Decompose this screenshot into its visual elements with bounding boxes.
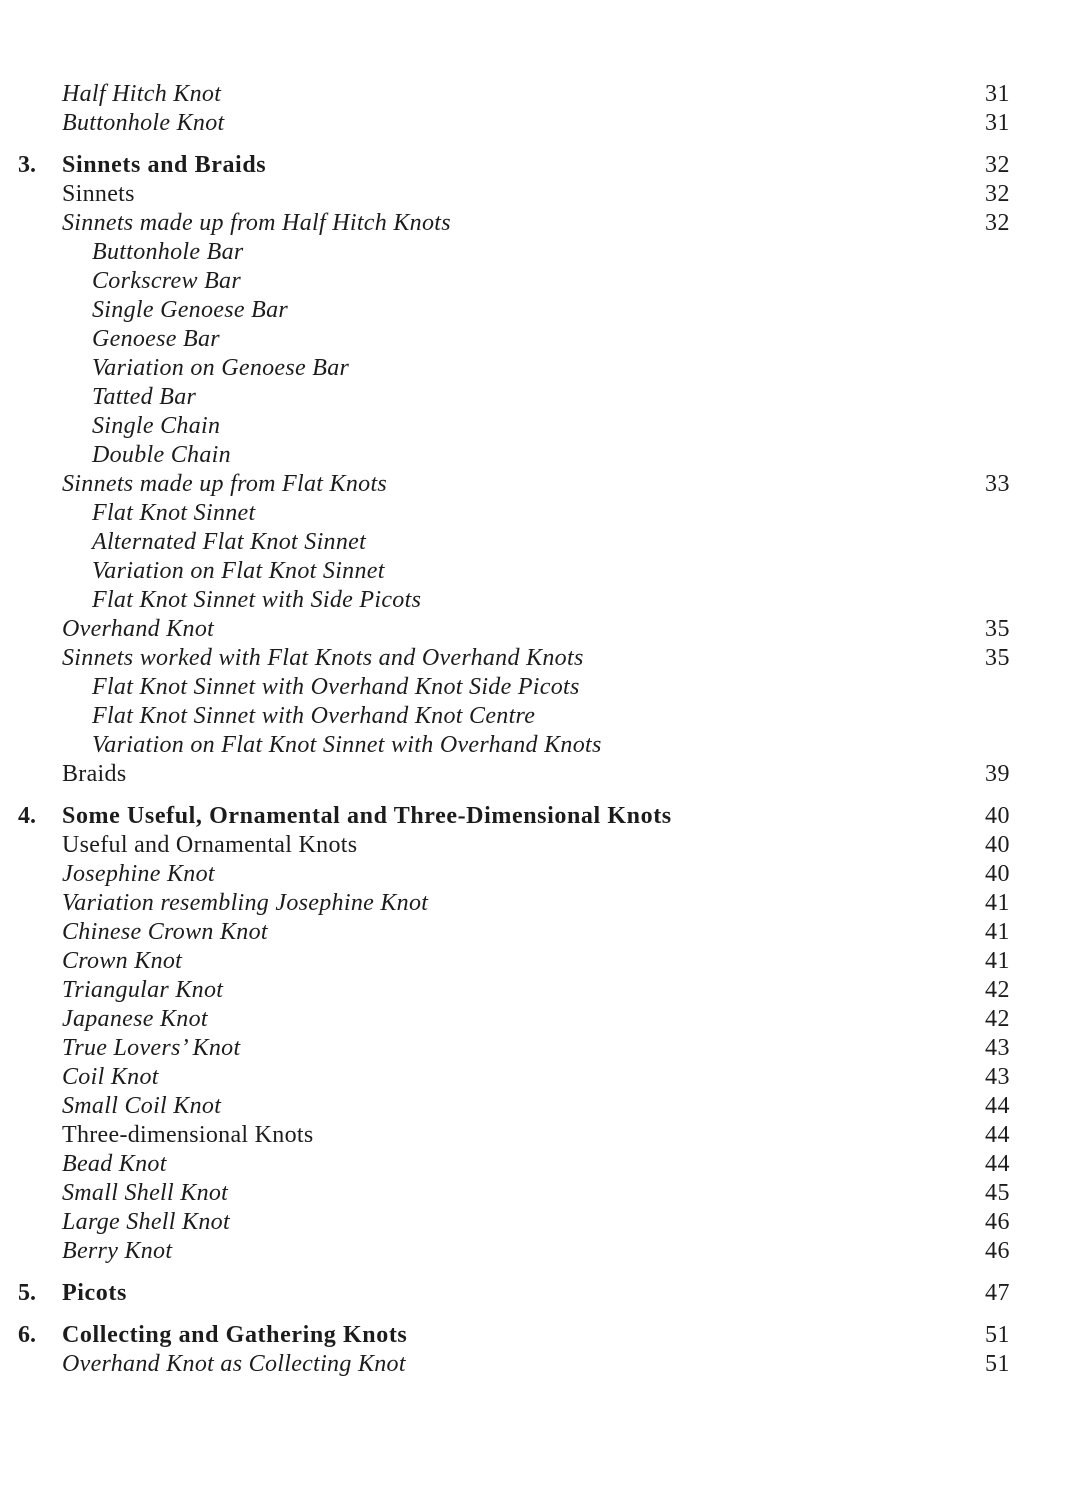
toc-page-number: 47: [985, 1280, 1010, 1306]
toc-entry-row: [0, 528, 1091, 557]
toc-entry-title: Small Shell Knot: [62, 1180, 229, 1206]
toc-page-number: 51: [985, 1322, 1010, 1348]
toc-entry-title: Berry Knot: [62, 1238, 173, 1264]
toc-page-number: 41: [985, 890, 1010, 916]
toc-page-number: 32: [985, 210, 1010, 236]
toc-entry-row: [0, 1208, 1091, 1237]
toc-page-number: 41: [985, 919, 1010, 945]
toc-page-number: 51: [985, 1351, 1010, 1377]
toc-page-number: 43: [985, 1064, 1010, 1090]
toc-entry-row: [0, 702, 1091, 731]
toc-entry-title: True Lovers’ Knot: [62, 1035, 241, 1061]
toc-entry-title: Overhand Knot as Collecting Knot: [62, 1351, 406, 1377]
toc-entry-row: [0, 325, 1091, 354]
chapter-number: 4.: [18, 803, 36, 829]
toc-entry-title: Sinnets and Braids: [62, 152, 267, 178]
toc-entry-title: Small Coil Knot: [62, 1093, 222, 1119]
toc-entry-title: Variation resembling Josephine Knot: [62, 890, 429, 916]
toc-page-number: 40: [985, 861, 1010, 887]
toc-entry-title: Buttonhole Bar: [92, 239, 244, 265]
toc-entry-title: Flat Knot Sinnet: [92, 500, 256, 526]
toc-entry-row: [0, 412, 1091, 441]
toc-entry-row: [0, 1237, 1091, 1266]
toc-entry-title: Flat Knot Sinnet with Side Picots: [92, 587, 422, 613]
toc-page-number: 40: [985, 832, 1010, 858]
toc-entry-row: [0, 644, 1091, 673]
toc-page-number: 35: [985, 616, 1010, 642]
toc-entry-title: Large Shell Knot: [62, 1209, 230, 1235]
toc-chapter-row: [0, 802, 1091, 831]
toc-entry-row: [0, 1092, 1091, 1121]
toc-entry-title: Half Hitch Knot: [62, 81, 222, 107]
toc-entry-row: [0, 296, 1091, 325]
toc-entry-title: Collecting and Gathering Knots: [62, 1322, 408, 1348]
toc-entry-row: [0, 1063, 1091, 1092]
toc-entry-title: Variation on Flat Knot Sinnet: [92, 558, 385, 584]
toc-entry-title: Braids: [62, 761, 127, 787]
toc-entry-row: [0, 889, 1091, 918]
toc-entry-row: [0, 586, 1091, 615]
toc-entry-row: [0, 180, 1091, 209]
toc-entry-row: [0, 918, 1091, 947]
toc-page-number: 43: [985, 1035, 1010, 1061]
toc-entry-title: Sinnets: [62, 181, 135, 207]
toc-entry-row: [0, 1350, 1091, 1379]
toc-page-number: 45: [985, 1180, 1010, 1206]
toc-page-number: 32: [985, 181, 1010, 207]
toc-entry-title: Double Chain: [92, 442, 231, 468]
toc-entry-row: [0, 109, 1091, 138]
chapter-number: 5.: [18, 1280, 36, 1306]
toc-page-number: 42: [985, 977, 1010, 1003]
toc-entry-row: [0, 760, 1091, 789]
toc-entry-title: Japanese Knot: [62, 1006, 208, 1032]
toc-entry-row: [0, 860, 1091, 889]
toc-entry-row: [0, 499, 1091, 528]
toc-entry-title: Tatted Bar: [92, 384, 197, 410]
toc-entry-title: Triangular Knot: [62, 977, 224, 1003]
toc-entry-title: Single Genoese Bar: [92, 297, 289, 323]
toc-entry-title: Sinnets worked with Flat Knots and Overhand Knots: [62, 645, 584, 671]
toc-entry-title: Genoese Bar: [92, 326, 220, 352]
toc-entry-title: Flat Knot Sinnet with Overhand Knot Side Picots: [92, 674, 580, 700]
toc-entry-title: Variation on Genoese Bar: [92, 355, 350, 381]
toc-entry-title: Picots: [62, 1280, 127, 1306]
toc-entry-title: Sinnets made up from Flat Knots: [62, 471, 388, 497]
toc-page-number: 31: [985, 81, 1010, 107]
toc-entry-row: [0, 80, 1091, 109]
toc-chapter-row: [0, 151, 1091, 180]
toc-page-number: 44: [985, 1151, 1010, 1177]
toc-entry-title: Coil Knot: [62, 1064, 159, 1090]
toc-entry-row: [0, 470, 1091, 499]
toc-page-number: 44: [985, 1122, 1010, 1148]
toc-entry-row: [0, 1034, 1091, 1063]
toc-entry-row: [0, 238, 1091, 267]
toc-entry-row: [0, 354, 1091, 383]
toc-entry-row: [0, 947, 1091, 976]
toc-entry-title: Buttonhole Knot: [62, 110, 225, 136]
toc-entry-title: Corkscrew Bar: [92, 268, 242, 294]
toc-entry-title: Some Useful, Ornamental and Three-Dimensional Knots: [62, 803, 672, 829]
toc-page-number: 35: [985, 645, 1010, 671]
toc-entry-row: [0, 731, 1091, 760]
toc-entry-row: [0, 1150, 1091, 1179]
toc-entry-row: [0, 615, 1091, 644]
toc-entry-title: Bead Knot: [62, 1151, 167, 1177]
toc-entry-row: [0, 1179, 1091, 1208]
toc-entry-title: Overhand Knot: [62, 616, 215, 642]
toc-entry-title: Three-dimensional Knots: [62, 1122, 314, 1148]
toc-page-number: 44: [985, 1093, 1010, 1119]
toc-page-number: 32: [985, 152, 1010, 178]
toc-entry-title: Josephine Knot: [62, 861, 215, 887]
toc-entry-row: [0, 1121, 1091, 1150]
toc-entry-row: [0, 831, 1091, 860]
toc-entry-row: [0, 976, 1091, 1005]
toc-page-number: 31: [985, 110, 1010, 136]
toc-entry-row: [0, 267, 1091, 296]
chapter-number: 3.: [18, 152, 36, 178]
toc-page-number: 42: [985, 1006, 1010, 1032]
toc-entry-row: [0, 557, 1091, 586]
toc-page-number: 39: [985, 761, 1010, 787]
toc-entry-row: [0, 383, 1091, 412]
toc-entry-title: Variation on Flat Knot Sinnet with Overhand Knots: [92, 732, 602, 758]
toc-chapter-row: [0, 1321, 1091, 1350]
toc-entry-row: [0, 441, 1091, 470]
toc-entry-row: [0, 209, 1091, 238]
toc-entry-title: Sinnets made up from Half Hitch Knots: [62, 210, 451, 236]
toc-entry-row: [0, 673, 1091, 702]
toc-page-number: 41: [985, 948, 1010, 974]
toc-page-number: 46: [985, 1238, 1010, 1264]
toc-entry-title: Chinese Crown Knot: [62, 919, 268, 945]
toc-entry-title: Single Chain: [92, 413, 221, 439]
toc-entry-title: Alternated Flat Knot Sinnet: [92, 529, 367, 555]
toc-page-number: 46: [985, 1209, 1010, 1235]
toc-entry-title: Useful and Ornamental Knots: [62, 832, 358, 858]
toc-entry-title: Flat Knot Sinnet with Overhand Knot Centre: [92, 703, 536, 729]
toc-entry-title: Crown Knot: [62, 948, 183, 974]
toc-entry-row: [0, 1005, 1091, 1034]
toc-chapter-row: [0, 1279, 1091, 1308]
chapter-number: 6.: [18, 1322, 36, 1348]
toc-page-number: 33: [985, 471, 1010, 497]
toc-page-number: 40: [985, 803, 1010, 829]
